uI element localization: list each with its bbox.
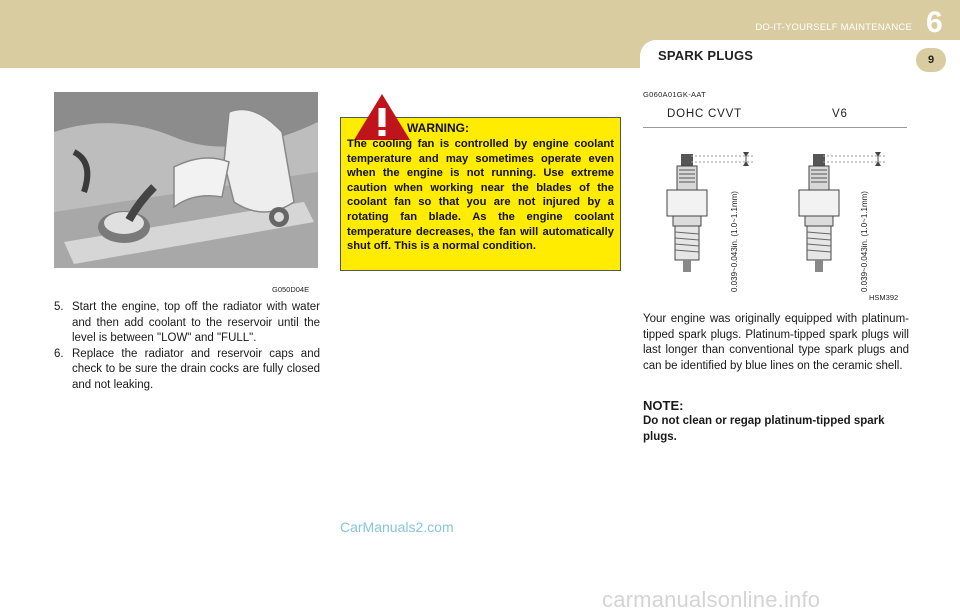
- step-item: [54, 347, 320, 394]
- chapter-number: 6: [926, 6, 943, 39]
- spark-plug-body: Your engine was originally equipped with platinum-tipped spark plugs. Platinum-tipped spark plugs will last longer than conventional type spark plugs and can be identified by blue lines on the ceramic shell.: [643, 313, 909, 372]
- column-divider: [643, 127, 907, 128]
- column-head-v6: V6: [832, 108, 848, 120]
- instruction-steps: [54, 300, 320, 393]
- column-head-dohc: DOHC CVVT: [667, 108, 742, 120]
- step-number: 5.: [54, 301, 64, 313]
- warning-text: The cooling fan is controlled by engine coolant temperature and may sometimes operate even when the engine is not running. Use extreme caution when working near the blades of the coolant fan so that you are not injured by a rotating fan blade. As the engine coolant temperature decreases, the fan will automatically shut off. This is a normal condition.: [347, 138, 614, 253]
- watermark-footer: carmanualsonline.info: [602, 587, 821, 612]
- note-text: Do not clean or regap platinum-tipped spark plugs.: [643, 415, 885, 443]
- step-text: Replace the radiator and reservoir caps and check to be sure the drain cocks are fully closed and not leaking.: [72, 347, 320, 391]
- gap-label-1: 0.039~0.043in. (1.0~1.1mm): [730, 191, 739, 292]
- figure-code-left: G050D04E: [272, 285, 310, 294]
- spark-plug-1: [667, 152, 753, 272]
- step-item: [54, 300, 320, 347]
- step-number: 6.: [54, 347, 64, 360]
- spark-plug-2: [799, 152, 885, 272]
- figure-code-right: HSM392: [869, 293, 899, 302]
- note-title: NOTE:: [643, 398, 684, 413]
- warning-title: WARNING:: [407, 121, 469, 135]
- exclamation-triangle-icon: [352, 92, 412, 142]
- chapter-label: DO-IT-YOURSELF MAINTENANCE: [755, 22, 912, 33]
- watermark-link[interactable]: CarManuals2.com: [340, 519, 454, 535]
- section-code: G060A01GK-AAT: [643, 90, 706, 99]
- section-title: SPARK PLUGS: [658, 48, 754, 63]
- step-text: Start the engine, top off the radiator with water and then add coolant to the reservoir until the level is between "LOW" and "FULL".: [72, 301, 320, 344]
- gap-label-2: 0.039~0.043in. (1.0~1.1mm): [860, 191, 869, 292]
- engine-coolant-photo: [54, 92, 318, 268]
- page-number: 9: [916, 48, 946, 72]
